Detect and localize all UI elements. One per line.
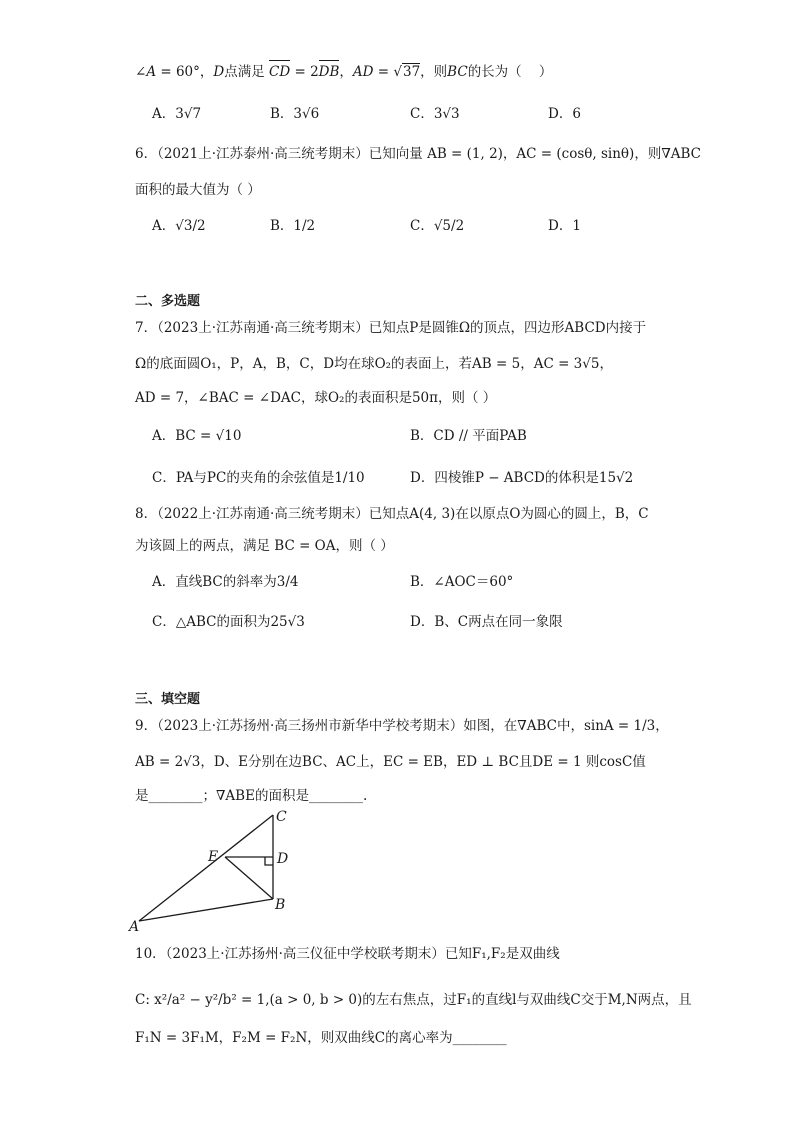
- q5-option-c: C．3√3: [410, 106, 460, 122]
- q7-option-a: A．BC = √10: [152, 428, 242, 444]
- q7-option-c: C．PA与PC的夹角的余弦值是1/10: [152, 470, 365, 486]
- q5-option-b: B．3√6: [270, 106, 320, 122]
- q6-option-c: C．√5/2: [410, 218, 465, 234]
- q6-option-d: D．1: [548, 218, 581, 234]
- section-title-multiple-choice: 二、多选题: [135, 294, 201, 309]
- q6-line2: 面积的最大值为（ ）: [135, 182, 261, 198]
- label-e: E: [208, 849, 219, 865]
- triangle-figure: [125, 805, 305, 935]
- q8-line1: 8．（2022上·江苏南通·高三统考期末）已知点A(4, 3)在以原点O为圆心的圆上，B，C: [135, 506, 649, 522]
- q10-line1: 10．（2023上·江苏扬州·高三仪征中学校联考期末）已知F₁,F₂是双曲线: [135, 946, 560, 962]
- q10-line3: F₁N = 3F₁M，F₂M = F₂N，则双曲线C的离心率为________: [135, 1030, 507, 1046]
- q7-line1: 7．（2023上·江苏南通·高三统考期末）已知点P是圆锥Ω的顶点，四边形ABCD内接于: [135, 320, 647, 336]
- q6-option-b: B．1/2: [270, 218, 316, 234]
- q8-option-d: D．B、C两点在同一象限: [410, 614, 563, 630]
- q9-line1: 9．（2023上·江苏扬州·高三扬州市新华中学校考期末）如图，在∇ABC中，sinA = 1/3，: [135, 718, 669, 734]
- q9-line3: 是________；∇ABE的面积是________.: [135, 788, 368, 804]
- q8-option-b: B．∠AOC＝60°: [410, 574, 514, 590]
- section-title-fill-in: 三、填空题: [135, 692, 201, 707]
- label-c: C: [276, 809, 287, 825]
- q8-line2: 为该圆上的两点，满足 BC = OA，则（ ）: [135, 538, 394, 554]
- q9-line2: AB = 2√3，D、E分别在边BC、AC上，EC = EB，ED ⊥ BC且DE = 1 则cosC值: [135, 754, 646, 770]
- q8-option-a: A．直线BC的斜率为3/4: [152, 574, 299, 590]
- q10-line2: C: x²/a² − y²/b² = 1,(a > 0, b > 0)的左右焦点，过F₁的直线l与双曲线C交于M,N两点，且: [135, 992, 692, 1008]
- q6-line1: 6．（2021上·江苏泰州·高三统考期末）已知向量 AB = (1, 2)，AC = (cosθ, sinθ)，则∇ABC: [135, 146, 702, 162]
- q6-option-a: A．√3/2: [152, 218, 206, 234]
- q5-option-a: A．3√7: [152, 106, 202, 122]
- label-a: A: [129, 919, 140, 935]
- q8-option-c: C．△ABC的面积为25√3: [152, 614, 305, 630]
- label-d: D: [277, 851, 289, 867]
- q7-option-b: B．CD // 平面PAB: [410, 428, 527, 444]
- q7-option-d: D．四棱锥P − ABCD的体积是15√2: [410, 470, 634, 486]
- q5-stem: ∠A = 60°，D点满足 CD = 2DB，AD = √37，则BC的长为（ ）: [135, 64, 553, 80]
- label-b: B: [275, 897, 286, 913]
- q5-option-d: D．6: [548, 106, 581, 122]
- q7-line3: AD = 7，∠BAC = ∠DAC，球O₂的表面积是50π，则（ ）: [135, 390, 497, 406]
- q7-line2: Ω的底面圆O₁，P，A，B，C，D均在球O₂的表面上，若AB = 5，AC = 3√5，: [135, 356, 613, 372]
